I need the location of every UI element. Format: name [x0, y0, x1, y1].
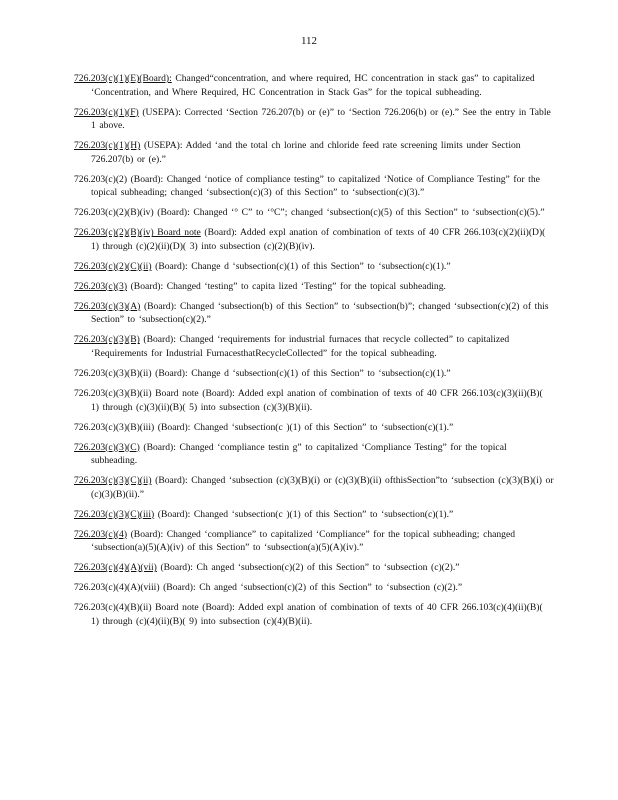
entry-reference: 726.203(c)(2)(B)(iv) Board note — [74, 227, 201, 239]
entry-list — [74, 72, 554, 635]
list-item — [74, 333, 554, 360]
entry-text: (Board): Change d ‘subsection(c)(1) of this Section” to ‘subsection(c)(1).” — [151, 368, 451, 379]
entry-text: (Board): Added expl anation of combination of texts of 40 CFR 266.103(c)(2)(ii)(D)( 1) through (c)(2)(ii)(D)( 3) into subsection (c)(2)(B)(iv). — [91, 227, 546, 252]
entry-reference: 726.203(c)(3)(A) — [74, 300, 141, 312]
entry-reference: 726.203(c)(3)(C)(ii) — [74, 475, 152, 487]
list-item — [74, 601, 554, 628]
entry-text: (Board): Ch anged ‘subsection(c)(2) of this Section” to ‘subsection (c)(2).” — [156, 562, 460, 574]
entry-text: (Board): Ch anged ‘subsection(c)(2) of this Section” to ‘subsection (c)(2).” — [159, 582, 463, 594]
entry-reference: 726.203(c)(4)(B)(ii) — [74, 602, 152, 614]
entry-text: (Board): Changed ‘subsection (c)(3)(B)(i) or (c)(3)(B)(ii) ofthisSection”to ‘subsection (c)(3)(B)(i) or (c)(3)(B)(ii).” — [91, 475, 554, 500]
list-item — [74, 72, 554, 99]
entry-reference: 726.203(c)(2)(C)(ii) — [74, 260, 152, 272]
entry-reference: 726.203(c)(3)(B) — [74, 334, 140, 346]
entry-text: (Board): Changed ‘testing” to capita lized ‘Testing” for the topical subheading. — [127, 280, 446, 292]
entry-reference: 726.203(c)(1)(F) — [74, 106, 139, 118]
entry-text: (Board): Changed ‘subsection(b) of this Section” to ‘subsection(b)”; changed ‘subsection(c)(2) of this Section” to ‘subsection(c)(2).” — [91, 300, 549, 326]
list-item — [74, 226, 554, 253]
list-item — [74, 173, 554, 200]
entry-text: (Board): Changed ‘compliance” to capitalized ‘Compliance” for the topical subheading; changed ‘subsection(a)(5)(A)(iv) of this Section” to ‘subsection(a)(5)(A)(iv).” — [91, 528, 516, 554]
entry-reference: 726.203(c)(4) — [74, 528, 128, 540]
entry-text: (USEPA): Added ‘and the total ch lorine and chloride feed rate screening limits under Section 726.207(b) or (e).” — [91, 140, 521, 165]
entry-reference: 726.203(c)(3)(B)(ii) — [74, 387, 152, 399]
entry-reference: 726.203(c)(3) — [74, 280, 128, 292]
entry-text: Board note (Board): Added expl anation of combination of texts of 40 CFR 266.103(c)(4)(ii)(B)( 1) through (c)(4)(ii)(B)( 9) into subsection (c)(4)(B)(ii). — [91, 602, 543, 627]
list-item — [74, 581, 554, 595]
entry-text: (Board): Change d ‘subsection(c)(1) of this Section” to ‘subsection(c)(1).” — [151, 260, 451, 272]
page-number: 112 — [300, 35, 318, 47]
entry-reference: 726.203(c)(2) — [74, 173, 128, 185]
list-item — [74, 441, 554, 468]
entry-reference: 726.203(c)(1)(H) — [74, 140, 141, 152]
entry-reference: 726.203(c)(3)(B)(ii) — [74, 368, 152, 379]
entry-text: (Board): Changed ‘subsection(c )(1) of this Section” to ‘subsection(c)(1).” — [154, 508, 454, 520]
list-item — [74, 106, 554, 133]
entry-text: (Board): Changed ‘notice of compliance testing” to capitalized ‘Notice of Compliance Testing” for the topical subheading; changed ‘subsection(c)(3) of this Section” to ‘subsection(c)(3).” — [91, 173, 540, 199]
list-item — [74, 367, 554, 381]
entry-reference: 726.203(c)(3)(B)(iii) — [74, 421, 155, 433]
entry-reference: 726.203(c)(4)(A)(viii) — [74, 582, 160, 594]
entry-text: (USEPA): Corrected ‘Section 726.207(b) or (e)” to ‘Section 726.206(b) or (e).” See the entry in Table 1 above. — [91, 106, 551, 132]
list-item — [74, 206, 554, 220]
list-item — [74, 474, 554, 501]
entry-text: (Board): Changed ‘subsection(c )(1) of this Section” to ‘subsection(c)(1).” — [154, 421, 454, 433]
entry-text: (Board): Changed ‘° C” to ‘°C”; changed ‘subsection(c)(5) of this Section” to ‘subsection(c)(5).” — [153, 207, 545, 219]
entry-reference: 726.203(c)(3)(C)(iii) — [74, 508, 155, 520]
entry-reference: 726.203(c)(4)(A)(vii) — [74, 562, 157, 574]
entry-text: Board note (Board): Added expl anation of combination of texts of 40 CFR 266.103(c)(3)(ii)(B)( 1) through (c)(3)(ii)(B)( 5) into subsection (c)(3)(B)(ii). — [91, 387, 543, 413]
entry-reference: 726.203(c)(2)(B)(iv) — [74, 207, 154, 219]
list-item — [74, 528, 554, 555]
list-item — [74, 387, 554, 414]
entry-text: (Board): Changed ‘requirements for industrial furnaces that recycle collected” to capitalized ‘Requirements for Industrial FurnacesthatRecycleCollected” for the topical subheading. — [91, 334, 510, 360]
list-item — [74, 300, 554, 327]
entry-reference: 726.203(c)(3)(C) — [74, 441, 140, 453]
list-item — [74, 561, 554, 575]
list-item — [74, 508, 554, 522]
entry-text: Changed“concentration, and where required, HC concentration in stack gas” to capitalized ‘Concentration, and Where Required, HC Concentration in Stack Gas” for the topical subheading. — [91, 73, 535, 98]
list-item — [74, 421, 554, 435]
list-item — [74, 139, 554, 166]
entry-text: (Board): Changed ‘compliance testin g” to capitalized ‘Compliance Testing” for the topical subheading. — [91, 441, 507, 467]
list-item — [74, 280, 554, 294]
entry-reference: 726.203(c)(1)(E)(Board): — [74, 73, 172, 84]
list-item — [74, 260, 554, 274]
